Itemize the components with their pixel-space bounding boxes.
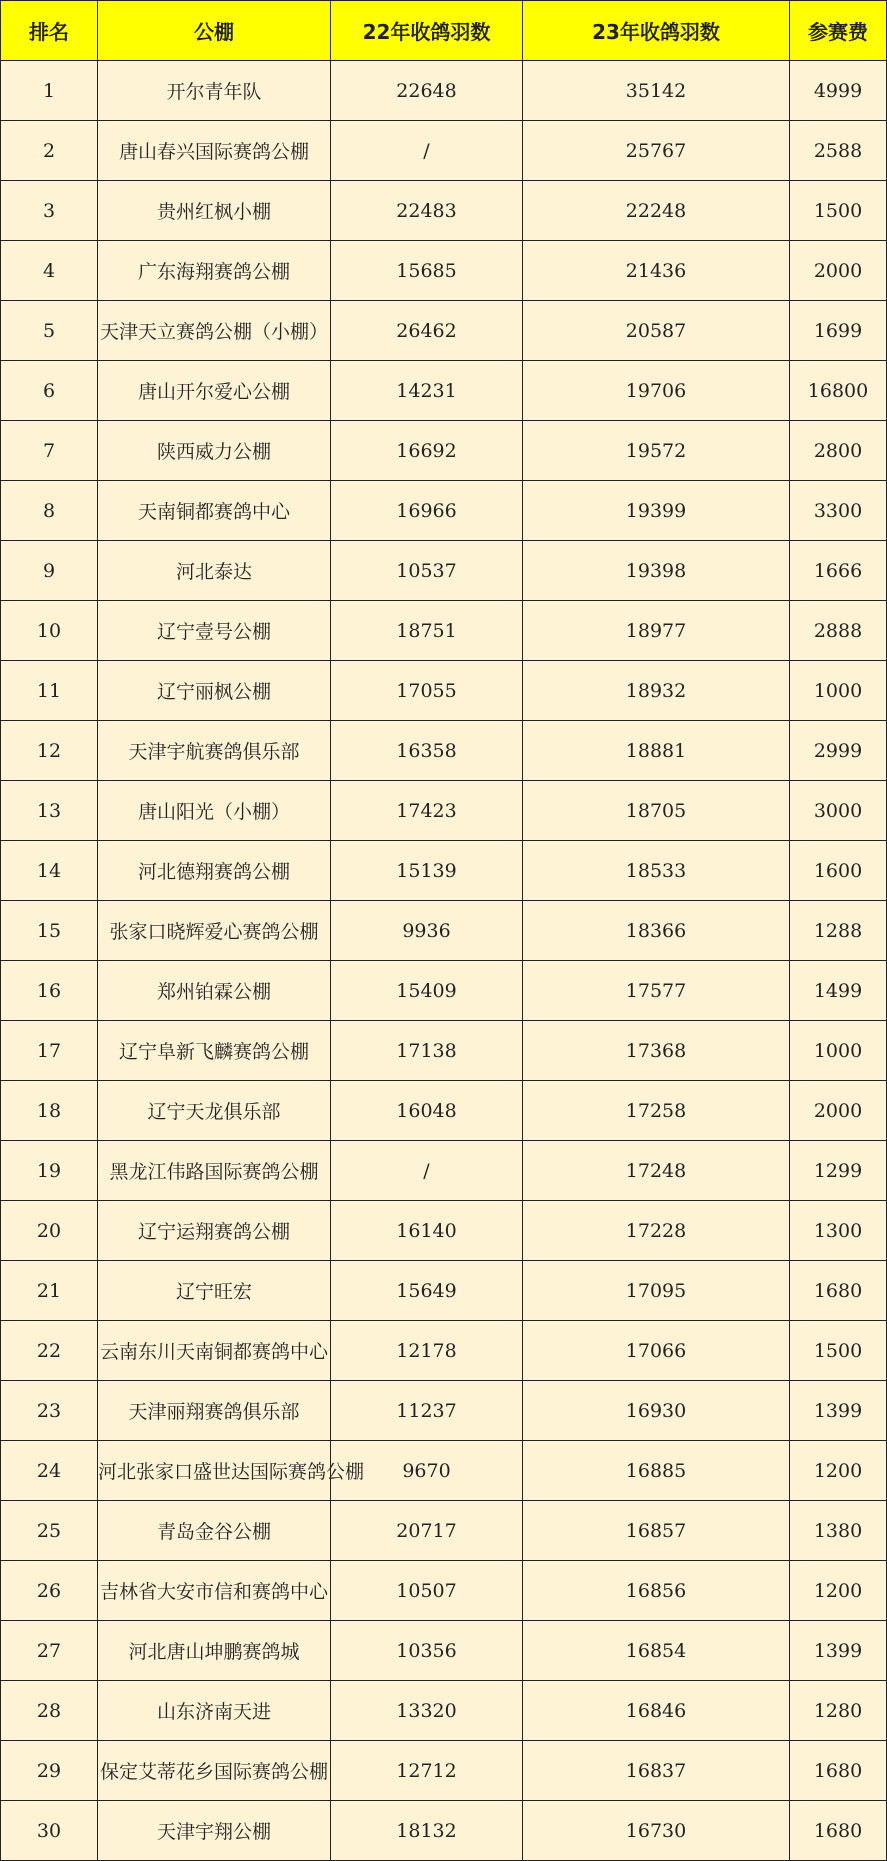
count-22-cell: 18751 [331,601,523,661]
loft-name-cell: 辽宁运翔赛鸽公棚 [98,1201,331,1261]
fee-cell: 1300 [790,1201,887,1261]
rank-cell: 12 [1,721,98,781]
fee-cell: 1399 [790,1381,887,1441]
fee-cell: 1699 [790,301,887,361]
loft-name-cell: 山东济南天进 [98,1681,331,1741]
count-23-cell: 18977 [523,601,790,661]
loft-name-cell: 天津丽翔赛鸽俱乐部 [98,1381,331,1441]
table-row [1,721,887,781]
count-23-cell: 17228 [523,1201,790,1261]
count-22-cell: 10356 [331,1621,523,1681]
table-row [1,1321,887,1381]
count-23-cell: 18366 [523,901,790,961]
loft-name-cell: 天津宇航赛鸽俱乐部 [98,721,331,781]
count-22-cell: 17423 [331,781,523,841]
count-22-cell: 16358 [331,721,523,781]
fee-cell: 1000 [790,1021,887,1081]
loft-name-cell: 吉林省大安市信和赛鸽中心 [98,1561,331,1621]
count-22-cell: 10537 [331,541,523,601]
rank-cell: 7 [1,421,98,481]
rank-cell: 8 [1,481,98,541]
count-22-cell: / [331,1141,523,1201]
count-22-cell: 12712 [331,1741,523,1801]
count-23-cell: 19706 [523,361,790,421]
loft-name-cell: 青岛金谷公棚 [98,1501,331,1561]
count-23-cell: 21436 [523,241,790,301]
count-22-cell: 22648 [331,61,523,121]
count-22-cell: 26462 [331,301,523,361]
table-row [1,241,887,301]
table-row [1,781,887,841]
count-23-cell: 19398 [523,541,790,601]
loft-name-cell: 贵州红枫小棚 [98,181,331,241]
loft-name-cell: 唐山春兴国际赛鸽公棚 [98,121,331,181]
table-row [1,1261,887,1321]
loft-name-cell: 河北唐山坤鹏赛鸽城 [98,1621,331,1681]
count-23-cell: 16730 [523,1801,790,1861]
table-row [1,661,887,721]
header-loft: 公棚 [98,1,331,61]
table-row [1,1501,887,1561]
rank-cell: 14 [1,841,98,901]
count-23-cell: 16930 [523,1381,790,1441]
loft-name-cell: 保定艾蒂花乡国际赛鸽公棚 [98,1741,331,1801]
fee-cell: 4999 [790,61,887,121]
rank-cell: 13 [1,781,98,841]
count-23-cell: 17248 [523,1141,790,1201]
count-23-cell: 16846 [523,1681,790,1741]
count-23-cell: 25767 [523,121,790,181]
count-22-cell: 15409 [331,961,523,1021]
table-row [1,1681,887,1741]
loft-name-cell: 辽宁天龙俱乐部 [98,1081,331,1141]
table-row [1,1561,887,1621]
table-row [1,1021,887,1081]
rank-cell: 6 [1,361,98,421]
header-22-count: 22年收鸽羽数 [331,1,523,61]
table-row [1,361,887,421]
rank-cell: 26 [1,1561,98,1621]
count-23-cell: 17577 [523,961,790,1021]
rank-cell: 18 [1,1081,98,1141]
table-row [1,1741,887,1801]
rank-cell: 27 [1,1621,98,1681]
count-23-cell: 16857 [523,1501,790,1561]
table-row [1,61,887,121]
loft-name-cell: 开尔青年队 [98,61,331,121]
header-row [1,1,887,61]
rank-cell: 19 [1,1141,98,1201]
fee-cell: 1288 [790,901,887,961]
rank-cell: 24 [1,1441,98,1501]
fee-cell: 1399 [790,1621,887,1681]
table-row [1,301,887,361]
fee-cell: 2800 [790,421,887,481]
count-22-cell: 20717 [331,1501,523,1561]
rank-cell: 9 [1,541,98,601]
count-22-cell: 16048 [331,1081,523,1141]
header-rank: 排名 [1,1,98,61]
fee-cell: 2999 [790,721,887,781]
table-row [1,1381,887,1441]
loft-name-cell: 辽宁旺宏 [98,1261,331,1321]
count-22-cell: 16966 [331,481,523,541]
table-row [1,1201,887,1261]
rank-cell: 23 [1,1381,98,1441]
rank-cell: 30 [1,1801,98,1861]
loft-name-cell: 天津天立赛鸽公棚（小棚） [98,301,331,361]
count-23-cell: 16856 [523,1561,790,1621]
fee-cell: 1200 [790,1561,887,1621]
table-row [1,1801,887,1861]
table-row [1,1081,887,1141]
count-23-cell: 18881 [523,721,790,781]
fee-cell: 1280 [790,1681,887,1741]
count-22-cell: 16692 [331,421,523,481]
count-23-cell: 35142 [523,61,790,121]
table-row [1,421,887,481]
fee-cell: 2000 [790,1081,887,1141]
loft-name-cell: 天津宇翔公棚 [98,1801,331,1861]
count-22-cell: 15139 [331,841,523,901]
count-23-cell: 18932 [523,661,790,721]
table-row [1,901,887,961]
loft-name-cell: 陕西威力公棚 [98,421,331,481]
count-22-cell: 9936 [331,901,523,961]
rank-cell: 16 [1,961,98,1021]
rank-cell: 5 [1,301,98,361]
count-22-cell: 9670 [331,1441,523,1501]
fee-cell: 1680 [790,1801,887,1861]
count-22-cell: / [331,121,523,181]
fee-cell: 1666 [790,541,887,601]
fee-cell: 2000 [790,241,887,301]
loft-name-cell: 河北泰达 [98,541,331,601]
fee-cell: 1000 [790,661,887,721]
rank-cell: 20 [1,1201,98,1261]
rank-cell: 17 [1,1021,98,1081]
count-23-cell: 16854 [523,1621,790,1681]
table-row [1,541,887,601]
count-23-cell: 17368 [523,1021,790,1081]
count-23-cell: 16885 [523,1441,790,1501]
table-row [1,1441,887,1501]
fee-cell: 1680 [790,1261,887,1321]
table-row [1,481,887,541]
fee-cell: 1680 [790,1741,887,1801]
rank-cell: 21 [1,1261,98,1321]
count-23-cell: 20587 [523,301,790,361]
fee-cell: 2888 [790,601,887,661]
rank-cell: 22 [1,1321,98,1381]
table-row [1,601,887,661]
table-row [1,121,887,181]
loft-name-cell: 唐山阳光（小棚） [98,781,331,841]
loft-name-cell: 河北德翔赛鸽公棚 [98,841,331,901]
count-22-cell: 10507 [331,1561,523,1621]
table-row [1,841,887,901]
loft-name-cell: 云南东川天南铜都赛鸽中心 [98,1321,331,1381]
count-22-cell: 16140 [331,1201,523,1261]
count-22-cell: 17138 [331,1021,523,1081]
fee-cell: 16800 [790,361,887,421]
header-fee: 参赛费 [790,1,887,61]
rank-cell: 3 [1,181,98,241]
fee-cell: 3300 [790,481,887,541]
count-22-cell: 11237 [331,1381,523,1441]
fee-cell: 2588 [790,121,887,181]
rank-cell: 29 [1,1741,98,1801]
table-body [1,61,887,1861]
table-row [1,1621,887,1681]
count-23-cell: 19399 [523,481,790,541]
count-22-cell: 12178 [331,1321,523,1381]
rank-cell: 25 [1,1501,98,1561]
loft-name-cell: 郑州铂霖公棚 [98,961,331,1021]
loft-name-cell: 辽宁丽枫公棚 [98,661,331,721]
fee-cell: 1200 [790,1441,887,1501]
fee-cell: 1600 [790,841,887,901]
rank-cell: 2 [1,121,98,181]
rank-cell: 4 [1,241,98,301]
rank-cell: 10 [1,601,98,661]
count-22-cell: 18132 [331,1801,523,1861]
loft-name-cell: 辽宁阜新飞麟赛鸽公棚 [98,1021,331,1081]
count-22-cell: 14231 [331,361,523,421]
count-23-cell: 22248 [523,181,790,241]
count-22-cell: 22483 [331,181,523,241]
rank-cell: 11 [1,661,98,721]
table-row [1,181,887,241]
count-23-cell: 18533 [523,841,790,901]
rank-cell: 28 [1,1681,98,1741]
loft-name-cell: 黑龙江伟路国际赛鸽公棚 [98,1141,331,1201]
loft-name-cell: 河北张家口盛世达国际赛鸽公棚 [98,1441,331,1501]
count-22-cell: 15685 [331,241,523,301]
count-22-cell: 17055 [331,661,523,721]
fee-cell: 1499 [790,961,887,1021]
count-23-cell: 19572 [523,421,790,481]
count-22-cell: 15649 [331,1261,523,1321]
fee-cell: 3000 [790,781,887,841]
fee-cell: 1500 [790,1321,887,1381]
loft-name-cell: 天南铜都赛鸽中心 [98,481,331,541]
rank-cell: 15 [1,901,98,961]
count-23-cell: 16837 [523,1741,790,1801]
fee-cell: 1380 [790,1501,887,1561]
loft-name-cell: 广东海翔赛鸽公棚 [98,241,331,301]
count-23-cell: 17095 [523,1261,790,1321]
rank-cell: 1 [1,61,98,121]
loft-name-cell: 唐山开尔爱心公棚 [98,361,331,421]
loft-name-cell: 张家口晓辉爱心赛鸽公棚 [98,901,331,961]
count-23-cell: 17258 [523,1081,790,1141]
count-23-cell: 17066 [523,1321,790,1381]
fee-cell: 1299 [790,1141,887,1201]
count-22-cell: 13320 [331,1681,523,1741]
count-23-cell: 18705 [523,781,790,841]
table-row [1,1141,887,1201]
header-23-count: 23年收鸽羽数 [523,1,790,61]
loft-name-cell: 辽宁壹号公棚 [98,601,331,661]
table-row [1,961,887,1021]
fee-cell: 1500 [790,181,887,241]
